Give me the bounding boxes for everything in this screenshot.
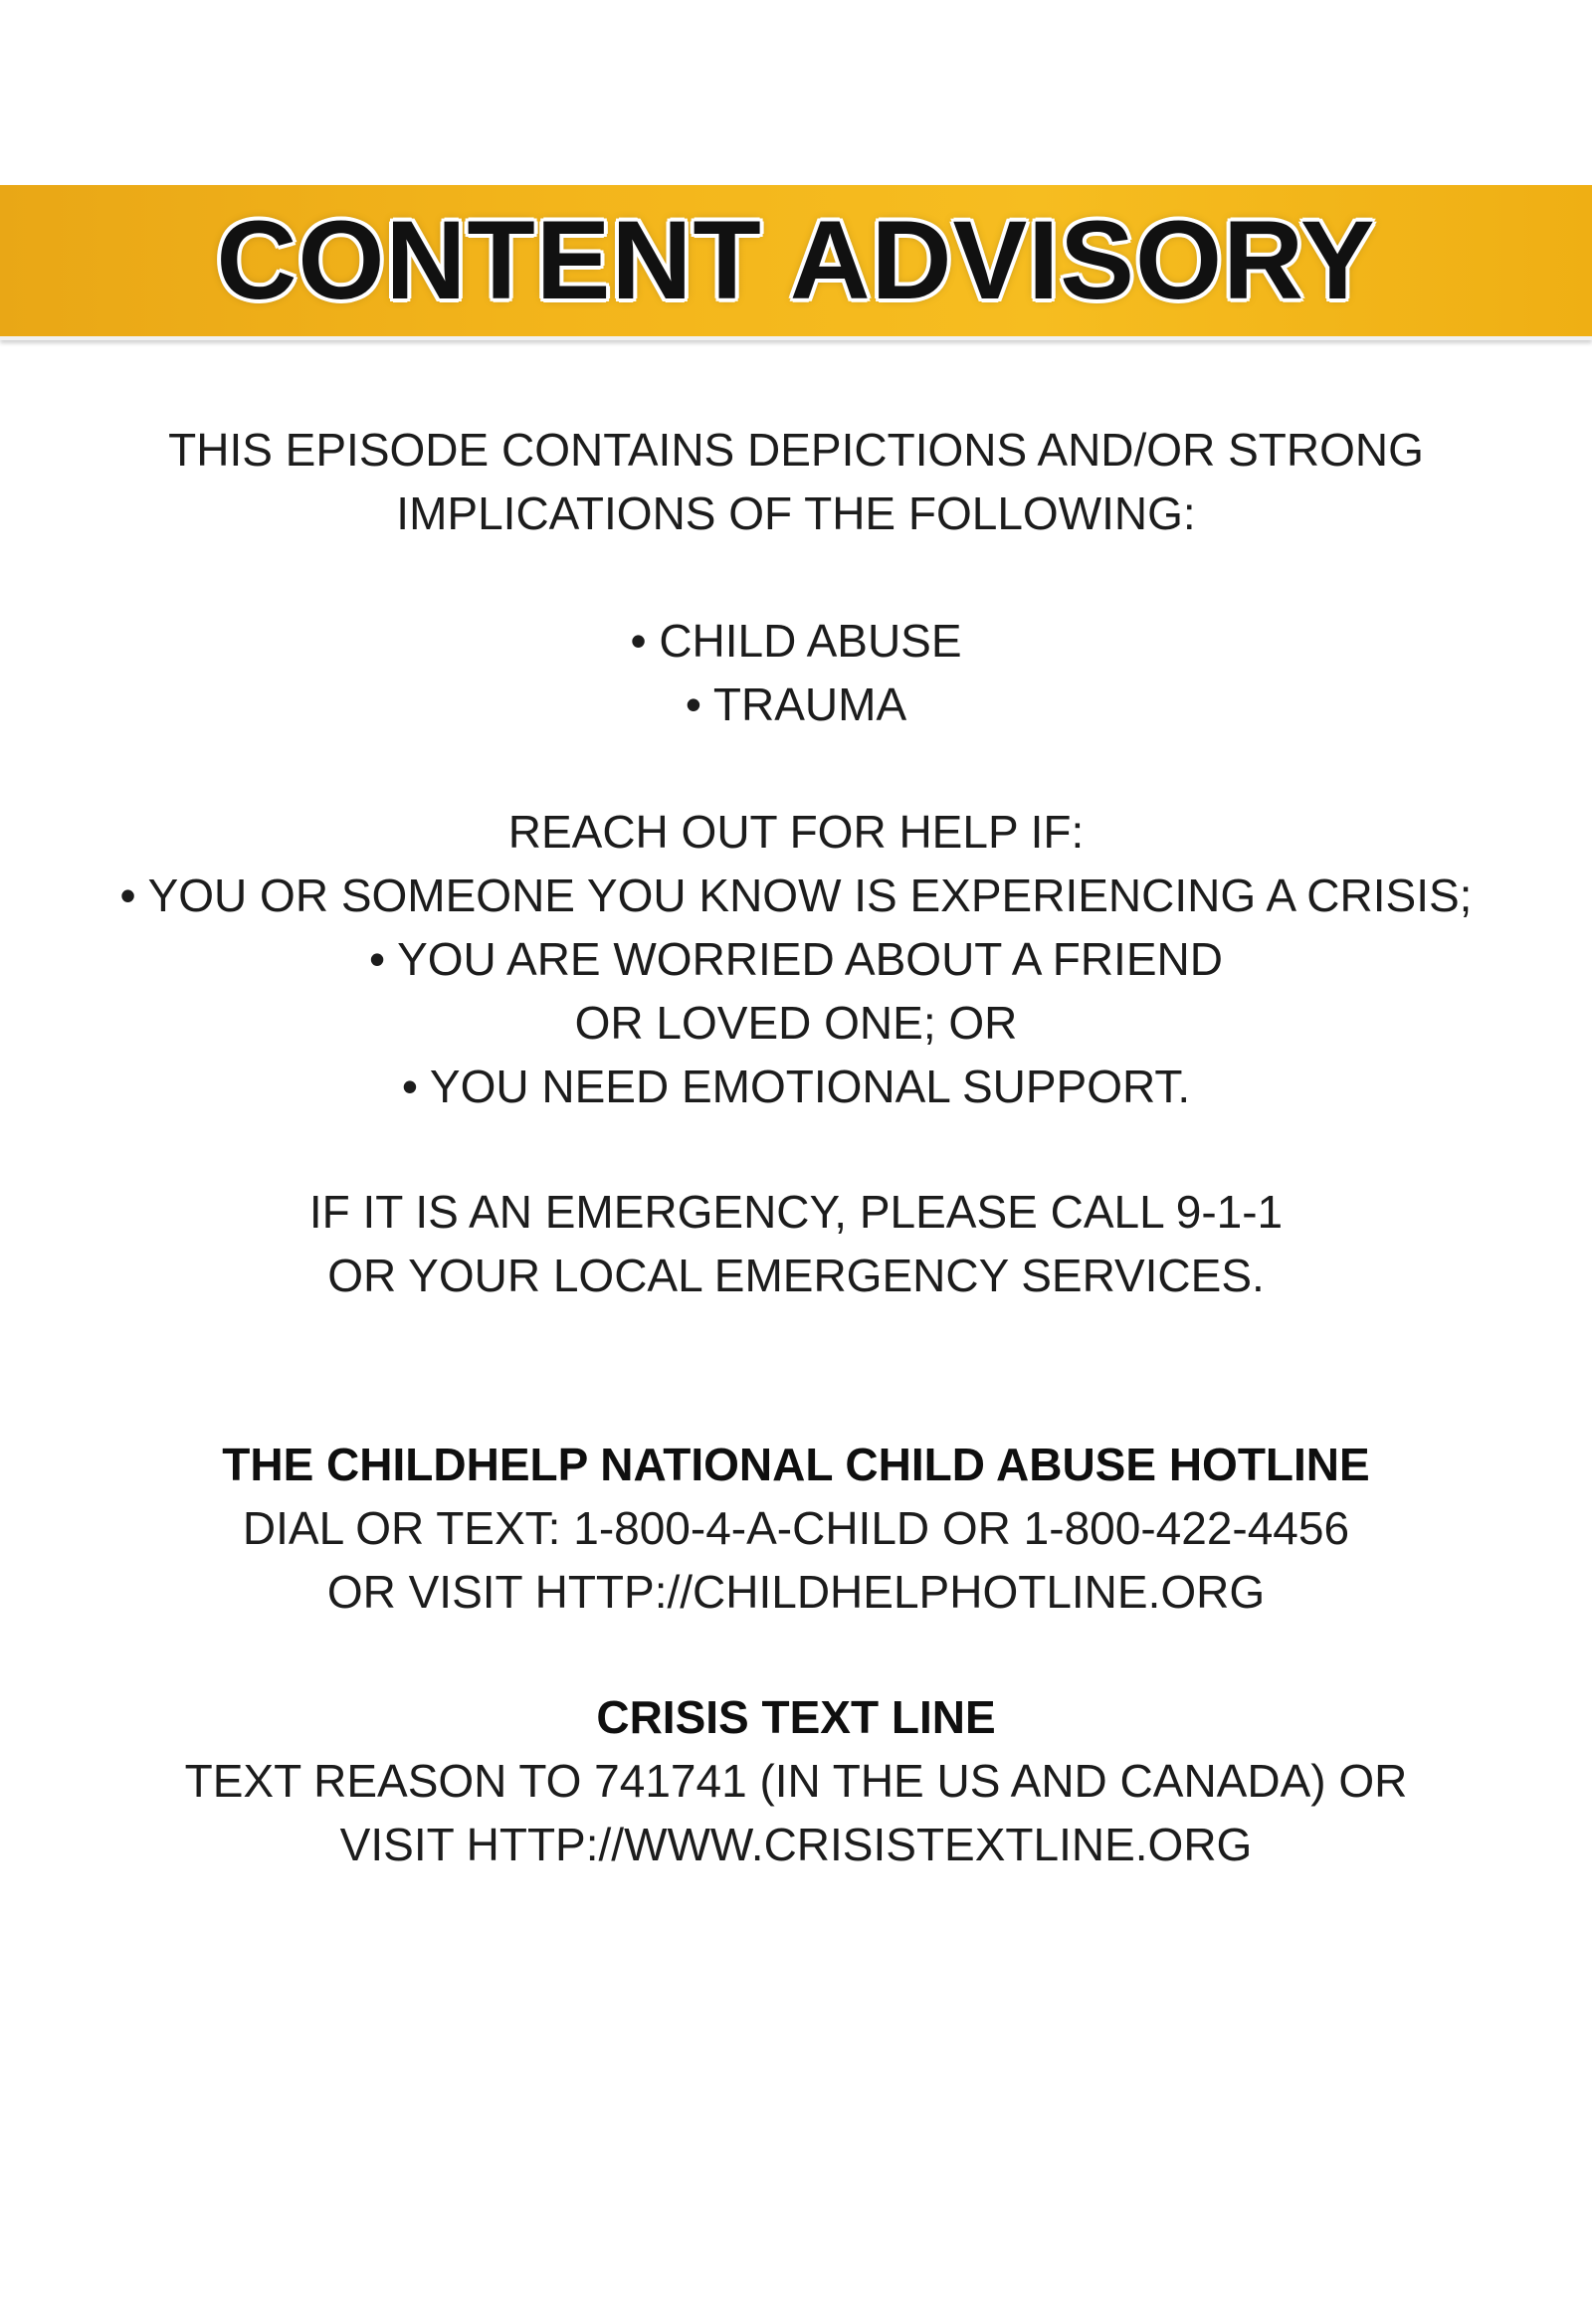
- crisis-text-line-text: TEXT REASON TO 741741 (IN THE US AND CANADA) OR: [184, 1755, 1408, 1807]
- help-line-loved-one: OR LOVED ONE; OR: [574, 997, 1018, 1049]
- help-heading: REACH OUT FOR HELP IF:: [507, 806, 1085, 858]
- emergency-line-1: IF IT IS AN EMERGENCY, PLEASE CALL 9-1-1: [308, 1186, 1284, 1238]
- crisis-text-line-title: CRISIS TEXT LINE: [596, 1691, 996, 1743]
- advisory-banner: [0, 185, 1592, 340]
- intro-line-2: IMPLICATIONS OF THE FOLLOWING:: [396, 487, 1196, 539]
- intro-line-1: THIS EPISODE CONTAINS DEPICTIONS AND/OR STRONG: [168, 424, 1424, 476]
- crisis-text-line-url: VISIT HTTP://WWW.CRISISTEXTLINE.ORG: [339, 1819, 1253, 1870]
- childhelp-url: OR VISIT HTTP://CHILDHELPHOTLINE.ORG: [326, 1566, 1266, 1618]
- topic-trauma: • TRAUMA: [685, 678, 907, 730]
- childhelp-title: THE CHILDHELP NATIONAL CHILD ABUSE HOTLINE: [222, 1439, 1370, 1490]
- emergency-line-2: OR YOUR LOCAL EMERGENCY SERVICES.: [327, 1250, 1265, 1301]
- help-line-worried: • YOU ARE WORRIED ABOUT A FRIEND: [369, 933, 1223, 985]
- help-line-support: • YOU NEED EMOTIONAL SUPPORT.: [401, 1061, 1191, 1112]
- help-line-crisis: • YOU OR SOMEONE YOU KNOW IS EXPERIENCING A CRISIS;: [119, 870, 1473, 921]
- advisory-title: CONTENT ADVISORY: [216, 198, 1376, 322]
- childhelp-phone: DIAL OR TEXT: 1-800-4-A-CHILD OR 1-800-422-4456: [242, 1502, 1350, 1554]
- topic-child-abuse: • CHILD ABUSE: [630, 615, 962, 667]
